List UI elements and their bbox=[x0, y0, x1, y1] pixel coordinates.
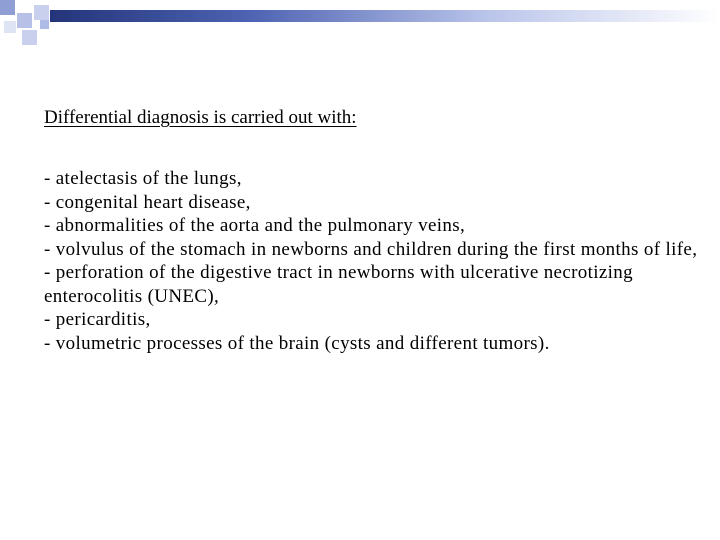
list-item: - volumetric processes of the brain (cysts and different tumors). bbox=[44, 332, 550, 354]
list-item: - volvulus of the stomach in newborns and children during the first months of life, bbox=[44, 238, 698, 260]
decorative-square bbox=[0, 0, 15, 15]
decorative-square bbox=[34, 5, 49, 20]
list-item: - perforation of the digestive tract in newborns with ulcerative necrotizing enterocolitis (UNEC), bbox=[44, 262, 634, 307]
list-item: - congenital heart disease, bbox=[44, 191, 251, 213]
diagnosis-list bbox=[44, 167, 714, 355]
decorative-square bbox=[40, 20, 49, 29]
list-item: - pericarditis, bbox=[44, 309, 151, 330]
slide-content bbox=[44, 106, 714, 355]
decorative-square bbox=[17, 13, 32, 28]
list-item: - abnormalities of the aorta and the pulmonary veins, bbox=[44, 215, 466, 236]
decorative-square bbox=[22, 30, 37, 45]
list-item: - atelectasis of the lungs, bbox=[44, 168, 242, 189]
decorative-square bbox=[4, 21, 16, 33]
top-gradient-bar bbox=[50, 10, 720, 22]
slide-heading: Differential diagnosis is carried out with: bbox=[44, 107, 357, 128]
